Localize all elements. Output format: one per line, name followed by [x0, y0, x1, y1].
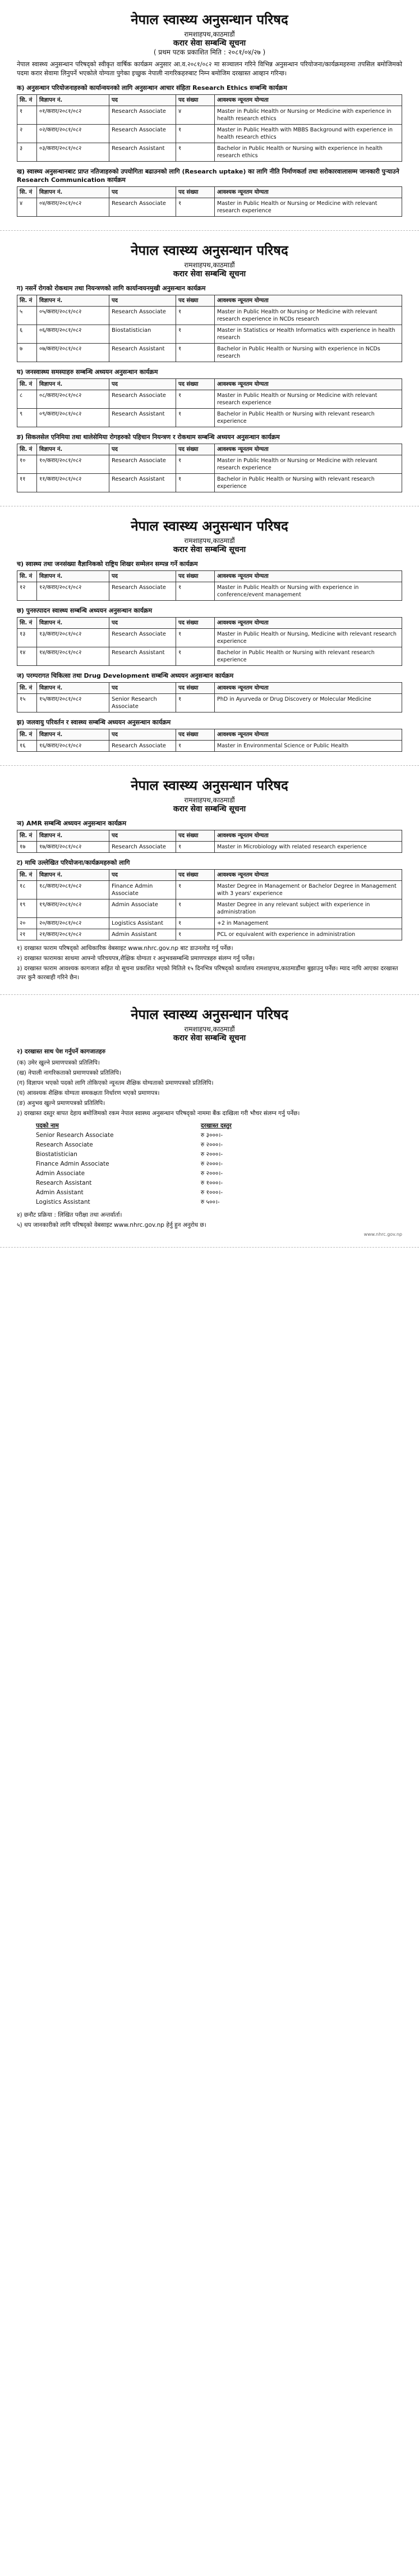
- col-ad: विज्ञापन नं.: [37, 571, 109, 582]
- cell-count: १: [176, 629, 215, 647]
- section-s4: [17, 368, 402, 427]
- fee-amount: रु ५००।-: [200, 1199, 220, 1205]
- note-item: (घ) आवश्यक शैक्षिक योग्यता समकक्षता निर्धारण भएको प्रमाणपत्र।: [17, 1090, 160, 1097]
- cell-ad-no: २०/करार/२०८१/०८२: [37, 918, 109, 929]
- cell-sn: ९: [17, 409, 37, 427]
- fee-amount: रु १०००।-: [200, 1180, 223, 1186]
- fee-post: Senior Research Associate: [36, 1132, 114, 1139]
- cell-qualification: Master in Public Health or Nursing or Medicine with relevant research experience: [215, 455, 402, 474]
- job-table: [17, 570, 402, 601]
- fee-post: Research Associate: [36, 1141, 93, 1148]
- col-sn: सि. नं: [17, 618, 37, 629]
- fee-amount: रु २०००।-: [200, 1170, 223, 1177]
- table-row: [17, 474, 402, 492]
- cell-qualification: Master in Public Health or Nursing with experience in conference/event management: [215, 582, 402, 601]
- fee-row: [34, 1159, 269, 1169]
- cell-ad-no: २१/करार/२०८१/०८२: [37, 929, 109, 940]
- section-heading: क) अनुसन्धान परियोजनाहरुको कार्यान्वयनको लागि अनुसन्धान आचार संहिता Research Ethics सम्बन्धि कार्यक्रम: [17, 84, 287, 92]
- cell-count: १: [176, 842, 215, 853]
- cell-sn: ७: [17, 344, 37, 362]
- section-s10: [17, 819, 402, 853]
- table-row: [17, 143, 402, 162]
- cell-post: Research Assistant: [109, 474, 176, 492]
- org-location: रामशाहपथ,काठमाडौं: [184, 261, 235, 269]
- cell-post: Biostatistician: [109, 325, 176, 344]
- notice-sheet-5: [0, 995, 419, 1248]
- col-count: पद संख्या: [176, 295, 215, 307]
- col-ad: विज्ञापन नं.: [37, 295, 109, 307]
- col-count: पद संख्या: [176, 729, 215, 741]
- note-item: ५) थप जानकारीको लागि परिषद्को वेबसाइट www.nhrc.gov.np हेर्नु हुन अनुरोध छ।: [17, 1222, 206, 1228]
- cell-qualification: +2 in Management: [215, 918, 402, 929]
- col-sn: सि. नं: [17, 444, 37, 455]
- cell-qualification: Bachelor in Public Health or Nursing with relevant research experience: [215, 474, 402, 492]
- notice-title: करार सेवा सम्बन्धि सूचना: [173, 545, 246, 554]
- col-count: पद संख्या: [176, 379, 215, 390]
- cell-sn: ३: [17, 143, 37, 162]
- col-sn: सि. नं: [17, 379, 37, 390]
- cell-count: १: [176, 647, 215, 666]
- cell-qualification: Master in Microbiology with related research experience: [215, 842, 402, 853]
- col-post: पद: [109, 683, 176, 694]
- section-heading: ग) नसर्ने रोगको रोकथाम तथा नियन्त्रणको लागि कार्यान्वयनमुखी अनुसन्धान कार्यक्रम: [17, 285, 206, 292]
- cell-count: १: [176, 307, 215, 325]
- org-title: नेपाल स्वास्थ्य अनुसन्धान परिषद: [131, 1006, 288, 1022]
- job-table: [17, 94, 402, 162]
- fee-row: [34, 1150, 269, 1159]
- cell-count: १: [176, 325, 215, 344]
- section-heading: ज) परम्परागत चिकित्सा तथा Drug Development सम्बन्धि अध्ययन अनुसन्धान कार्यक्रम: [17, 672, 234, 679]
- table-row: [17, 390, 402, 409]
- cell-qualification: PCL or equivalent with experience in administration: [215, 929, 402, 940]
- cell-post: Research Associate: [109, 307, 176, 325]
- cell-post: Research Assistant: [109, 344, 176, 362]
- cell-post: Research Associate: [109, 390, 176, 409]
- cell-count: १: [176, 918, 215, 929]
- table-row: [17, 125, 402, 143]
- cell-qualification: Master in Public Health or Nursing or Medicine with relevant research experience: [215, 198, 402, 217]
- col-ad: विज्ञापन नं.: [37, 618, 109, 629]
- col-qual: आवश्यक न्यूनतम योग्यता: [215, 870, 402, 881]
- col-sn: सि. नं: [17, 870, 37, 881]
- notice-title: करार सेवा सम्बन्धि सूचना: [173, 270, 246, 278]
- cell-post: Research Assistant: [109, 143, 176, 162]
- col-post: पद: [109, 444, 176, 455]
- cell-sn: १९: [17, 899, 37, 918]
- notes-block-b: [17, 1058, 402, 1118]
- col-sn: सि. नं: [17, 187, 37, 198]
- notes-block-c: [17, 1211, 402, 1230]
- table-row: [17, 899, 402, 918]
- cell-count: १: [176, 474, 215, 492]
- table-row: [17, 409, 402, 427]
- cell-post: Research Associate: [109, 842, 176, 853]
- cell-count: १: [176, 125, 215, 143]
- job-table: [17, 295, 402, 362]
- col-count: पद संख्या: [176, 830, 215, 842]
- col-qual: आवश्यक न्यूनतम योग्यता: [215, 295, 402, 307]
- table-row: [17, 918, 402, 929]
- cell-post: Admin Assistant: [109, 929, 176, 940]
- note-item: (ङ) अनुभव खुल्ने प्रमाणपत्रको प्रतिलिपि।: [17, 1100, 105, 1107]
- cell-post: Research Associate: [109, 106, 176, 125]
- cell-post: Admin Associate: [109, 899, 176, 918]
- section-s6: [17, 560, 402, 601]
- cell-qualification: Master Degree in Management or Bachelor Degree in Management with 3 years' experience: [215, 881, 402, 899]
- notes-block-a: [17, 944, 402, 982]
- cell-count: १: [176, 409, 215, 427]
- table-row: [17, 307, 402, 325]
- fee-col-post: पदको नाम: [36, 1122, 59, 1129]
- cell-post: Research Associate: [109, 741, 176, 752]
- section-heading: ट) माथि उल्लेखित परियोजना/कार्यक्रमहरुको लागि: [17, 859, 130, 866]
- notice-title: करार सेवा सम्बन्धि सूचना: [173, 1034, 246, 1043]
- cell-sn: १५: [17, 694, 37, 712]
- fee-post: Logistics Assistant: [36, 1199, 90, 1205]
- cell-ad-no: १४/करार/२०८१/०८२: [37, 647, 109, 666]
- fee-post: Research Assistant: [36, 1180, 92, 1186]
- note-item: ३) दरखास्त दस्तुर बापत देहाय बमोजिमको रकम नेपाल स्वास्थ्य अनुसन्धान परिषद्को नाममा बैंक दाखिला गरी भौचर संलग्न गर्नु पर्नेछ।: [17, 1110, 300, 1117]
- cell-post: Research Associate: [109, 455, 176, 474]
- note-item: (ख) नेपाली नागरिकताको प्रमाणपत्रको प्रतिलिपि।: [17, 1070, 121, 1076]
- table-row: [17, 929, 402, 940]
- cell-ad-no: १९/करार/२०८१/०८२: [37, 899, 109, 918]
- cell-ad-no: ०५/करार/२०८१/०८२: [37, 307, 109, 325]
- col-count: पद संख्या: [176, 618, 215, 629]
- cell-ad-no: ०६/करार/२०८१/०८२: [37, 325, 109, 344]
- col-qual: आवश्यक न्यूनतम योग्यता: [215, 379, 402, 390]
- cell-count: १: [176, 881, 215, 899]
- col-sn: सि. नं: [17, 830, 37, 842]
- col-ad: विज्ञापन नं.: [37, 683, 109, 694]
- fee-post: Biostatistician: [36, 1151, 77, 1158]
- job-table: [17, 378, 402, 427]
- col-ad: विज्ञापन नं.: [37, 379, 109, 390]
- col-post: पद: [109, 618, 176, 629]
- fee-amount: रु १०००।-: [200, 1189, 223, 1196]
- cell-qualification: Bachelor in Public Health or Nursing with relevant research experience: [215, 409, 402, 427]
- table-row: [17, 106, 402, 125]
- cell-ad-no: ११/करार/२०८१/०८२: [37, 474, 109, 492]
- cell-count: ४: [176, 106, 215, 125]
- cell-sn: ११: [17, 474, 37, 492]
- section-s2: [17, 167, 402, 217]
- fee-row: [34, 1179, 269, 1188]
- notice-title: करार सेवा सम्बन्धि सूचना: [173, 39, 246, 48]
- cell-ad-no: ०४/करार/२०८१/०८२: [37, 198, 109, 217]
- col-qual: आवश्यक न्यूनतम योग्यता: [215, 830, 402, 842]
- fee-table: [34, 1121, 269, 1207]
- cell-qualification: Bachelor in Public Health or Nursing with relevant research experience: [215, 647, 402, 666]
- table-row: [17, 842, 402, 853]
- table-row: [17, 694, 402, 712]
- fee-row: [34, 1198, 269, 1207]
- cell-post: Research Associate: [109, 582, 176, 601]
- section-s7: [17, 606, 402, 666]
- col-count: पद संख्या: [176, 444, 215, 455]
- fee-amount: रु २०००।-: [200, 1161, 223, 1167]
- cell-count: १: [176, 390, 215, 409]
- publish-date: ( प्रथम पटक प्रकाशित मिति : २०८१/०४/२७ ): [153, 48, 266, 56]
- col-post: पद: [109, 830, 176, 842]
- cell-ad-no: ०१/करार/२०८१/०८२: [37, 106, 109, 125]
- job-table: [17, 444, 402, 492]
- col-count: पद संख्या: [176, 95, 215, 106]
- col-qual: आवश्यक न्यूनतम योग्यता: [215, 571, 402, 582]
- cell-sn: १६: [17, 741, 37, 752]
- col-qual: आवश्यक न्यूनतम योग्यता: [215, 683, 402, 694]
- table-row: [17, 344, 402, 362]
- section-heading: ञ) AMR सम्बन्धि अध्ययन अनुसन्धान कार्यक्रम: [17, 820, 127, 827]
- cell-post: Research Assistant: [109, 647, 176, 666]
- table-row: [17, 198, 402, 217]
- section-s1: [17, 84, 402, 162]
- col-ad: विज्ञापन नं.: [37, 729, 109, 741]
- col-post: पद: [109, 571, 176, 582]
- cell-sn: १०: [17, 455, 37, 474]
- cell-post: Research Associate: [109, 198, 176, 217]
- documents-heading: २) दरखास्त साथ पेश गर्नुपर्ने कागजातहरु: [17, 1048, 105, 1055]
- col-qual: आवश्यक न्यूनतम योग्यता: [215, 729, 402, 741]
- job-table: [17, 682, 402, 712]
- cell-post: Logistics Assistant: [109, 918, 176, 929]
- fee-amount: रु २०००।-: [200, 1141, 223, 1148]
- note-item: ४) छनौट प्रक्रिया : लिखित परीक्षा तथा अन्तर्वार्ता।: [17, 1212, 122, 1218]
- fee-post: Admin Associate: [36, 1170, 85, 1177]
- notice-sheet-2: [0, 231, 419, 506]
- cell-sn: २: [17, 125, 37, 143]
- col-sn: सि. नं: [17, 683, 37, 694]
- org-title: नेपाल स्वास्थ्य अनुसन्धान परिषद: [131, 242, 288, 258]
- section-s8: [17, 672, 402, 712]
- note-item: ३) दरखास्त फाराम आवश्यक कागजात सहित यो सूचना प्रकाशित भएको मितिले १५ दिनभित्र परिषद्को कार्यालय रामशाहपथ,काठमाडौंमा बुझाउनु पर्नेछ। म्याद नाघि आएका दरखास्त उपर कुनै कारबाही गरिने छैन।: [17, 965, 398, 981]
- col-qual: आवश्यक न्यूनतम योग्यता: [215, 444, 402, 455]
- section-heading: छ) पुनरुत्पादन स्वास्थ्य सम्बन्धि अध्ययन अनुसन्धान कार्यक्रम: [17, 607, 153, 614]
- cell-post: Senior Research Associate: [109, 694, 176, 712]
- cell-post: Finance Admin Associate: [109, 881, 176, 899]
- note-item: (क) उमेर खुल्ने प्रमाणपत्रको प्रतिलिपि।: [17, 1059, 100, 1066]
- notice-sheet-1: [0, 0, 419, 231]
- cell-sn: १३: [17, 629, 37, 647]
- job-table: [17, 869, 402, 940]
- cell-qualification: PhD in Ayurveda or Drug Discovery or Molecular Medicine: [215, 694, 402, 712]
- cell-sn: ५: [17, 307, 37, 325]
- cell-count: १: [176, 694, 215, 712]
- col-ad: विज्ञापन नं.: [37, 95, 109, 106]
- col-post: पद: [109, 95, 176, 106]
- cell-count: १: [176, 455, 215, 474]
- cell-qualification: Master in Public Health or Nursing or Medicine with relevant research experience in NCDs research: [215, 307, 402, 325]
- note-item: २) दरखास्त फारामका साथमा आफ्नो परिचयपत्र,शैक्षिक योग्यता र अनुभवसम्बन्धि प्रमाणपत्रहरु संलग्न गर्नु पर्नेछ।: [17, 955, 255, 962]
- org-title: नेपाल स्वास्थ्य अनुसन्धान परिषद: [131, 11, 288, 28]
- org-location: रामशाहपथ,काठमाडौं: [184, 1025, 235, 1033]
- notice-sheet-4: [0, 766, 419, 995]
- notice-page: [0, 0, 419, 1248]
- job-table: [17, 617, 402, 666]
- cell-sn: १४: [17, 647, 37, 666]
- col-post: पद: [109, 379, 176, 390]
- cell-sn: १८: [17, 881, 37, 899]
- fee-row: [34, 1140, 269, 1150]
- org-location: रामशाहपथ,काठमाडौं: [184, 30, 235, 38]
- col-sn: सि. नं: [17, 95, 37, 106]
- cell-qualification: Master in Public Health or Nursing or Medicine with relevant research experience: [215, 390, 402, 409]
- cell-count: १: [176, 929, 215, 940]
- section-heading: घ) जनस्वास्थ्य समस्याहरु सम्बन्धि अध्ययन अनुसन्धान कार्यक्रम: [17, 368, 158, 376]
- col-post: पद: [109, 295, 176, 307]
- cell-sn: ४: [17, 198, 37, 217]
- fee-row: [34, 1188, 269, 1198]
- cell-sn: ६: [17, 325, 37, 344]
- notice-title: करार सेवा सम्बन्धि सूचना: [173, 805, 246, 814]
- table-row: [17, 325, 402, 344]
- section-s5: [17, 433, 402, 492]
- job-table: [17, 186, 402, 217]
- cell-qualification: Master Degree in any relevant subject with experience in administration: [215, 899, 402, 918]
- cell-qualification: Master in Statistics or Health Informatics with experience in health research: [215, 325, 402, 344]
- job-table: [17, 729, 402, 752]
- col-qual: आवश्यक न्यूनतम योग्यता: [215, 95, 402, 106]
- section-heading: च) स्वास्थ्य तथा जनसंख्या वैज्ञानिकको राष्ट्रिय शिखर सम्मेलन सम्पन्न गर्ने कार्यक्रम: [17, 560, 198, 568]
- org-title: नेपाल स्वास्थ्य अनुसन्धान परिषद: [131, 777, 288, 793]
- cell-ad-no: १५/करार/२०८१/०८२: [37, 694, 109, 712]
- cell-post: Research Assistant: [109, 409, 176, 427]
- org-title: नेपाल स्वास्थ्य अनुसन्धान परिषद: [131, 518, 288, 534]
- cell-count: १: [176, 344, 215, 362]
- cell-post: Research Associate: [109, 125, 176, 143]
- fee-row: [34, 1169, 269, 1179]
- col-ad: विज्ञापन नं.: [37, 830, 109, 842]
- cell-ad-no: १०/करार/२०८१/०८२: [37, 455, 109, 474]
- org-location: रामशाहपथ,काठमाडौं: [184, 537, 235, 545]
- cell-ad-no: ०७/करार/२०८१/०८२: [37, 344, 109, 362]
- col-count: पद संख्या: [176, 683, 215, 694]
- col-post: पद: [109, 870, 176, 881]
- section-heading: ख) स्वास्थ्य अनुसन्धानबाट प्राप्त नतिजाहरुको उपयोगिता बढाउनको लागि (Research uptake) का लागि नीति निर्माणकर्ता तथा सरोकारवालासम्म जानकारी पुऱ्याउने Research Communication कार्यक्रम: [17, 168, 399, 184]
- cell-ad-no: १८/करार/२०८१/०८२: [37, 881, 109, 899]
- cell-qualification: Master in Public Health or Nursing, Medicine with relevant research experience: [215, 629, 402, 647]
- fee-post: Admin Assistant: [36, 1189, 84, 1196]
- fee-amount: रु २०००।-: [200, 1151, 223, 1158]
- cell-ad-no: ०२/करार/२०८१/०८२: [37, 125, 109, 143]
- section-heading: झ) जलवायु परिवर्तन र स्वास्थ्य सम्बन्धि अध्ययन अनुसन्धान कार्यक्रम: [17, 719, 171, 726]
- table-row: [17, 582, 402, 601]
- table-row: [17, 741, 402, 752]
- col-count: पद संख्या: [176, 571, 215, 582]
- col-ad: विज्ञापन नं.: [37, 870, 109, 881]
- cell-ad-no: १३/करार/२०८१/०८२: [37, 629, 109, 647]
- table-row: [17, 647, 402, 666]
- table-row: [17, 455, 402, 474]
- note-item: १) दरखास्त फाराम परिषद्को आधिकारिक वेबसाइट www.nhrc.gov.np बाट डाउनलोड गर्नु पर्नेछ।: [17, 945, 233, 952]
- cell-sn: २०: [17, 918, 37, 929]
- cell-ad-no: ०९/करार/२०८१/०८२: [37, 409, 109, 427]
- note-item: (ग) विज्ञापन भएको पदको लागि तोकिएको न्यूनतम शैक्षिक योग्यताको प्रमाणपत्रको प्रतिलिपि।: [17, 1080, 214, 1086]
- cell-qualification: Master in Public Health or Nursing or Medicine with experience in health research ethics: [215, 106, 402, 125]
- cell-ad-no: ०३/करार/२०८१/०८२: [37, 143, 109, 162]
- cell-sn: २१: [17, 929, 37, 940]
- cell-ad-no: १७/करार/२०८१/०८२: [37, 842, 109, 853]
- table-row: [17, 881, 402, 899]
- section-heading: ङ) सिकलसेल एनिमिया तथा थालेसेमिया रोगहरुको पहिचान नियन्त्रण र रोकथाम सम्बन्धि अध्ययन अनुसन्धान कार्यक्रम: [17, 433, 280, 441]
- fee-amount: रु ३०००।-: [200, 1132, 223, 1139]
- col-post: पद: [109, 729, 176, 741]
- cell-sn: १२: [17, 582, 37, 601]
- col-sn: सि. नं: [17, 571, 37, 582]
- cell-count: १: [176, 198, 215, 217]
- fee-col-amount: दरखास्त दस्तुर: [200, 1122, 232, 1129]
- cell-count: १: [176, 143, 215, 162]
- cell-ad-no: १६/करार/२०८१/०८२: [37, 741, 109, 752]
- cell-ad-no: ०८/करार/२०८१/०८२: [37, 390, 109, 409]
- fee-row: [34, 1131, 269, 1140]
- website-stamp: www.nhrc.gov.np: [363, 1232, 402, 1237]
- cell-post: Research Associate: [109, 629, 176, 647]
- col-qual: आवश्यक न्यूनतम योग्यता: [215, 618, 402, 629]
- cell-sn: ८: [17, 390, 37, 409]
- col-count: पद संख्या: [176, 187, 215, 198]
- col-ad: विज्ञापन नं.: [37, 187, 109, 198]
- cell-count: १: [176, 741, 215, 752]
- col-count: पद संख्या: [176, 870, 215, 881]
- col-sn: सि. नं: [17, 729, 37, 741]
- org-location: रामशाहपथ,काठमाडौं: [184, 796, 235, 804]
- cell-sn: १७: [17, 842, 37, 853]
- cell-qualification: Bachelor in Public Health or Nursing with experience in health research ethics: [215, 143, 402, 162]
- cell-qualification: Bachelor in Public Health or Nursing with experience in NCDs research: [215, 344, 402, 362]
- table-row: [17, 629, 402, 647]
- col-qual: आवश्यक न्यूनतम योग्यता: [215, 187, 402, 198]
- col-sn: सि. नं: [17, 295, 37, 307]
- cell-count: १: [176, 899, 215, 918]
- job-table: [17, 830, 402, 853]
- section-s9: [17, 718, 402, 752]
- cell-count: १: [176, 582, 215, 601]
- fee-post: Finance Admin Associate: [36, 1161, 109, 1167]
- col-post: पद: [109, 187, 176, 198]
- col-ad: विज्ञापन नं.: [37, 444, 109, 455]
- cell-qualification: Master in Public Health with MBBS Background with experience in health research ethics: [215, 125, 402, 143]
- section-s3: [17, 284, 402, 362]
- cell-ad-no: १२/करार/२०८१/०८२: [37, 582, 109, 601]
- cell-qualification: Master in Environmental Science or Public Health: [215, 741, 402, 752]
- cell-sn: १: [17, 106, 37, 125]
- notice-sheet-3: [0, 506, 419, 766]
- section-s11: [17, 858, 402, 940]
- intro-text: नेपाल स्वास्थ्य अनुसन्धान परिषद्को स्वीकृत वार्षिक कार्यक्रम अनुसार आ.व.२०८१/०८२ मा सञ्चालन गरिने विभिन्न अनुसन्धान परियोजना/कार्यक्रमहरुमा तपसिल बमोजिमको पदमा करार सेवामा लिनुपर्ने भएकोले योग्यता पुगेका इच्छुक नेपाली नागरिकहरुबाट निम्न बमोजिम दरखास्त आव्हान गरिन्छ।: [17, 61, 402, 77]
